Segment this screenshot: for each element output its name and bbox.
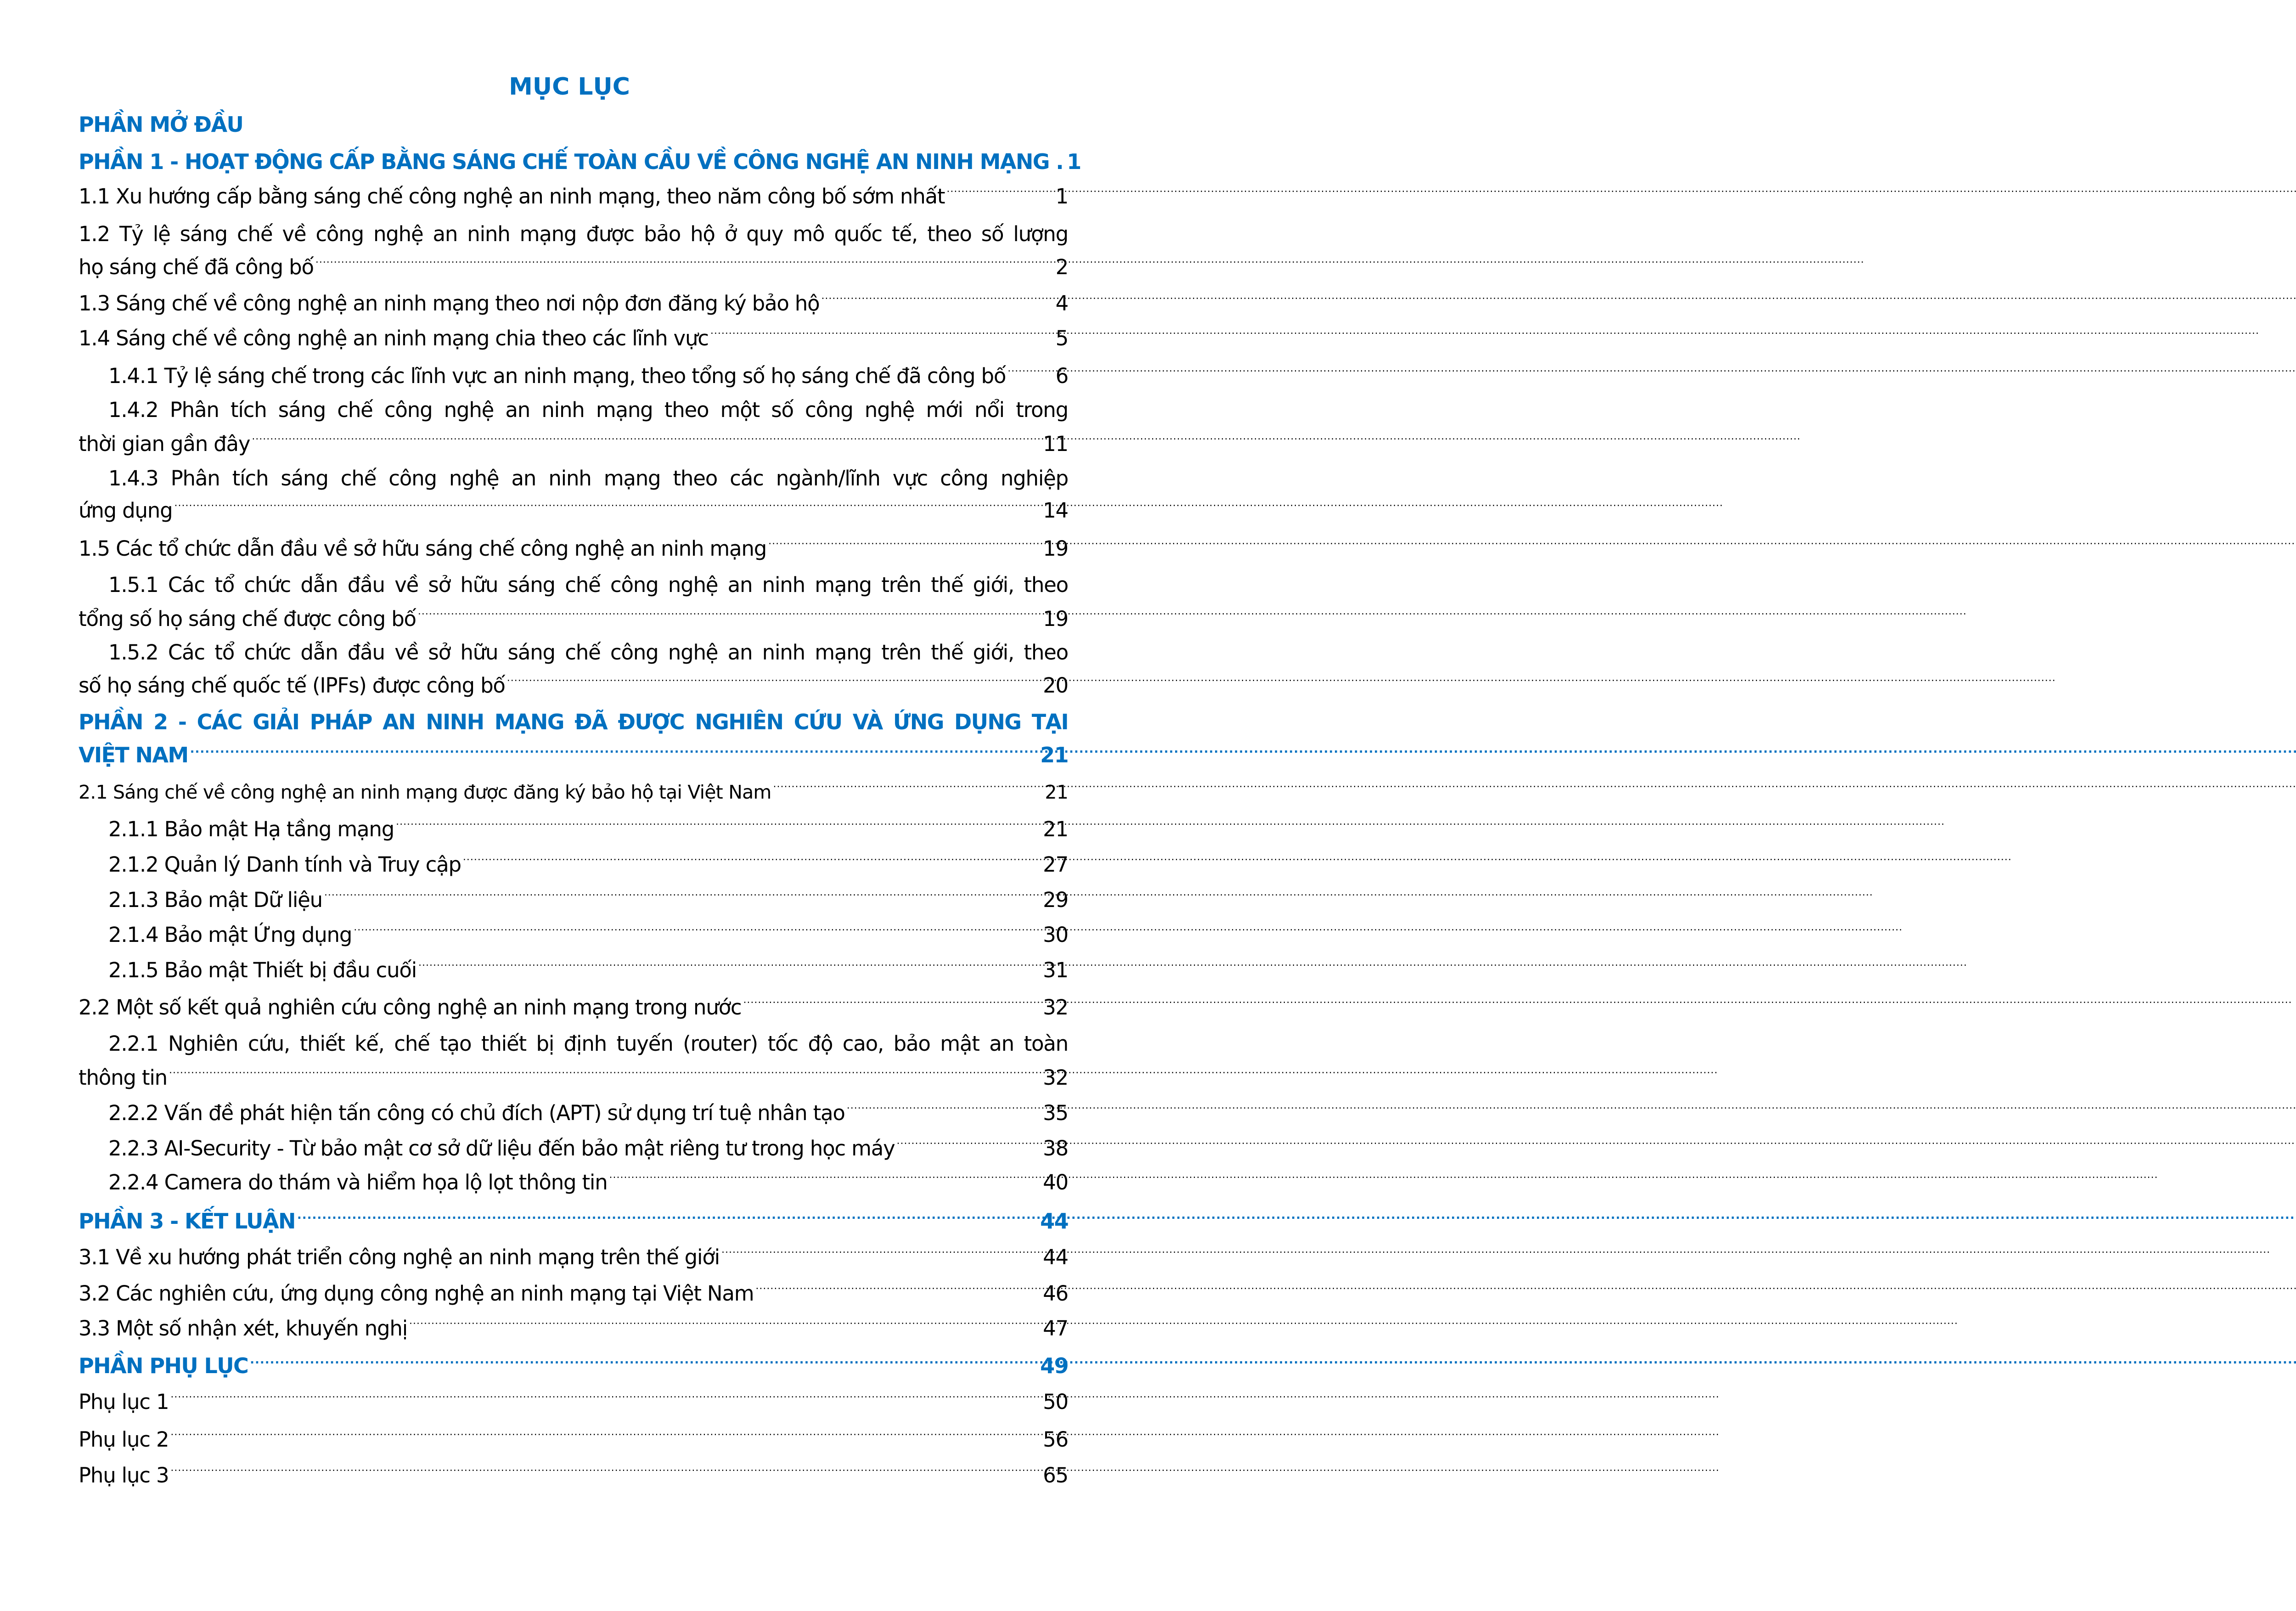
- dot-leader: [721, 1244, 1041, 1264]
- dot-leader: [396, 816, 1041, 836]
- entry-page: 56: [1043, 1427, 1068, 1452]
- entry-text: 1.2 Tỷ lệ sáng chế về công nghệ an ninh mạng được bảo hộ ở quy mô quốc tế, theo số lượng: [79, 222, 1068, 246]
- toc-entry-appendix-1[interactable]: [79, 1385, 1068, 1419]
- entry-text: 1.5.2 Các tổ chức dẫn đầu về sở hữu sáng chế công nghệ an ninh mạng trên thế giới, theo: [108, 640, 1068, 665]
- entry-page: 32: [1043, 1065, 1068, 1090]
- entry-page: 38: [1043, 1136, 1068, 1160]
- entry-page: 4: [1055, 291, 1068, 315]
- toc-title: MỤC LỤC: [509, 73, 630, 101]
- entry-text: Phụ lục 1: [79, 1390, 169, 1414]
- dot-leader: [463, 851, 1041, 872]
- entry-text: 1.5 Các tổ chức dẫn đầu về sở hữu sáng chế công nghệ an ninh mạng: [79, 536, 767, 561]
- entry-text: PHẦN 2 - CÁC GIẢI PHÁP AN NINH MẠNG ĐÃ ĐƯỢC NGHIÊN CỨU VÀ ỨNG DỤNG TẠI: [79, 710, 1068, 734]
- entry-page: 40: [1043, 1170, 1068, 1194]
- dot-leader: [897, 1135, 1041, 1155]
- toc-entry-1-4-1[interactable]: [108, 359, 1068, 393]
- entry-text: 2.1.2 Quản lý Danh tính và Truy cập: [108, 852, 461, 877]
- entry-text: 2.1.3 Bảo mật Dữ liệu: [108, 888, 322, 912]
- entry-page: 29: [1043, 888, 1068, 912]
- entry-text: 2.2.3 AI-Security - Từ bảo mật cơ sở dữ liệu đến bảo mật riêng tư trong học máy: [108, 1136, 895, 1160]
- entry-text: Phụ lục 3: [79, 1463, 169, 1487]
- dot-leader: [409, 1315, 1041, 1335]
- entry-page: 19: [1043, 607, 1068, 631]
- entry-page: 6: [1055, 364, 1068, 388]
- toc-entry-1-5[interactable]: [79, 532, 1068, 566]
- dot-leader: [354, 921, 1041, 942]
- entry-text: 1.3 Sáng chế về công nghệ an ninh mạng theo nơi nộp đơn đăng ký bảo hộ: [79, 291, 820, 315]
- entry-page: 21: [1045, 781, 1068, 803]
- entry-page: 14: [1043, 498, 1068, 523]
- dot-leader: [946, 183, 1053, 203]
- entry-text: 1.4.1 Tỷ lệ sáng chế trong các lĩnh vực an ninh mạng, theo tổng số họ sáng chế đã công bố: [108, 364, 1006, 388]
- entry-page: 21: [1040, 743, 1068, 767]
- dot-leader: [1007, 362, 1053, 383]
- entry-text: 1.4 Sáng chế về công nghệ an ninh mạng chia theo các lĩnh vực: [79, 326, 709, 350]
- dot-leader: [418, 957, 1041, 977]
- entry-page: 47: [1043, 1316, 1068, 1341]
- dot-leader: [710, 325, 1054, 345]
- toc-entry-part-2-line2[interactable]: [79, 738, 1068, 772]
- entry-text: tổng số họ sáng chế được công bố: [79, 607, 416, 631]
- entry-page: 1: [1055, 184, 1068, 208]
- dot-leader: [315, 253, 1054, 274]
- entry-page: 35: [1043, 1101, 1068, 1125]
- dot-leader: [418, 605, 1041, 626]
- entry-page: 5: [1055, 326, 1068, 350]
- toc-entry-1-1[interactable]: [79, 180, 1068, 214]
- entry-page: 1: [1067, 149, 1081, 174]
- toc-entry-2-2-4[interactable]: [108, 1166, 1068, 1200]
- entry-text: PHẦN MỞ ĐẦU: [79, 112, 243, 137]
- entry-text: VIỆT NAM: [79, 743, 188, 767]
- dot-leader: [507, 672, 1041, 693]
- entry-text: 2.1.1 Bảo mật Hạ tầng mạng: [108, 817, 394, 841]
- toc-entry-1-5-1-line2[interactable]: [79, 602, 1068, 636]
- entry-text: ứng dụng: [79, 498, 173, 523]
- dot-leader: [743, 994, 1041, 1014]
- toc-entry-2-1[interactable]: [79, 775, 1068, 809]
- entry-text: 2.2.2 Vấn đề phát hiện tấn công có chủ đích (APT) sử dụng trí tuệ nhân tạo: [108, 1101, 845, 1125]
- entry-page: 20: [1043, 673, 1068, 698]
- dot-leader: [169, 1064, 1041, 1085]
- dot-leader: [190, 741, 1039, 762]
- entry-page: 65: [1043, 1463, 1068, 1487]
- dot-leader: [768, 535, 1041, 556]
- entry-page: 46: [1043, 1281, 1068, 1306]
- entry-text: Phụ lục 2: [79, 1427, 169, 1452]
- toc-entry-2-1-5[interactable]: [108, 953, 1068, 987]
- dot-leader: [174, 497, 1041, 518]
- dot-leader: [847, 1099, 1041, 1120]
- entry-text: 1.4.3 Phân tích sáng chế công nghệ an ninh mạng theo các ngành/lĩnh vực công nghiệp: [108, 466, 1068, 490]
- toc-entry-1-4[interactable]: [79, 321, 1068, 355]
- entry-page: 2: [1055, 255, 1068, 279]
- entry-text: PHẦN 3 - KẾT LUẬN: [79, 1209, 295, 1234]
- toc-entry-1-5-2-line2[interactable]: [79, 669, 1068, 703]
- entry-text: 2.2.4 Camera do thám và hiểm họa lộ lọt thông tin: [108, 1170, 608, 1194]
- dot-leader: [297, 1207, 1038, 1228]
- entry-text: 2.1.4 Bảo mật Ứng dụng: [108, 923, 352, 947]
- entry-text: thời gian gần đây: [79, 432, 250, 456]
- dot-leader: [250, 1352, 1038, 1373]
- toc-page: [0, 0, 1139, 1611]
- entry-page: 49: [1040, 1353, 1068, 1378]
- toc-entry-part-1[interactable]: [79, 145, 1081, 179]
- dot-leader: [170, 1462, 1041, 1482]
- entry-text: 2.1 Sáng chế về công nghệ an ninh mạng được đăng ký bảo hộ tại Việt Nam: [79, 781, 771, 803]
- entry-text: 3.3 Một số nhận xét, khuyến nghị: [79, 1316, 408, 1341]
- entry-text: 2.2.1 Nghiên cứu, thiết kế, chế tạo thiết bị định tuyến (router) tốc độ cao, bảo mật an toàn: [108, 1031, 1068, 1056]
- entry-text: họ sáng chế đã công bố: [79, 255, 314, 279]
- entry-text: PHẦN PHỤ LỤC: [79, 1353, 248, 1378]
- entry-text: 3.1 Về xu hướng phát triển công nghệ an ninh mạng trên thế giới: [79, 1245, 720, 1269]
- dot-leader: [252, 430, 1041, 451]
- dot-leader: [170, 1388, 1041, 1409]
- entry-page: 50: [1043, 1390, 1068, 1414]
- dot-leader: [609, 1169, 1041, 1189]
- entry-text: số họ sáng chế quốc tế (IPFs) được công bố: [79, 673, 505, 698]
- entry-text: 3.2 Các nghiên cứu, ứng dụng công nghệ an ninh mạng tại Việt Nam: [79, 1281, 754, 1306]
- dot-leader: [324, 886, 1041, 907]
- toc-entry-1-4-3-line2[interactable]: [79, 494, 1068, 528]
- entry-page: 32: [1043, 995, 1068, 1020]
- entry-page: 27: [1043, 852, 1068, 877]
- entry-page: 11: [1043, 432, 1068, 456]
- entry-page: 31: [1043, 958, 1068, 982]
- entry-page: 44: [1040, 1209, 1068, 1234]
- entry-text: 1.5.1 Các tổ chức dẫn đầu về sở hữu sáng chế công nghệ an ninh mạng trên thế giới, theo: [108, 573, 1068, 597]
- dot-leader: [170, 1426, 1041, 1447]
- dot-leader: [773, 780, 1043, 799]
- toc-entry-intro[interactable]: [79, 107, 1068, 141]
- toc-entry-appendix-3[interactable]: [79, 1459, 1068, 1493]
- entry-text: 1.1 Xu hướng cấp bằng sáng chế công nghệ an ninh mạng, theo năm công bố sớm nhất: [79, 184, 945, 208]
- entry-text: 1.4.2 Phân tích sáng chế công nghệ an ninh mạng theo một số công nghệ mới nổi trong: [108, 398, 1068, 422]
- entry-page: 21: [1043, 817, 1068, 841]
- dot-leader: [821, 290, 1053, 310]
- entry-text: PHẦN 1 - HOẠT ĐỘNG CẤP BẰNG SÁNG CHẾ TOÀN CẦU VỀ CÔNG NGHỆ AN NINH MẠNG .: [79, 149, 1064, 174]
- entry-text: 2.1.5 Bảo mật Thiết bị đầu cuối: [108, 958, 417, 982]
- entry-page: 30: [1043, 923, 1068, 947]
- toc-entry-1-4-2-line2[interactable]: [79, 427, 1068, 461]
- entry-page: 44: [1043, 1245, 1068, 1269]
- dot-leader: [755, 1280, 1041, 1301]
- entry-text: thông tin: [79, 1065, 167, 1090]
- entry-page: 19: [1043, 536, 1068, 561]
- toc-entry-2-2[interactable]: [79, 991, 1068, 1025]
- entry-text: 2.2 Một số kết quả nghiên cứu công nghệ an ninh mạng trong nước: [79, 995, 742, 1020]
- toc-entry-3-3[interactable]: [79, 1312, 1068, 1346]
